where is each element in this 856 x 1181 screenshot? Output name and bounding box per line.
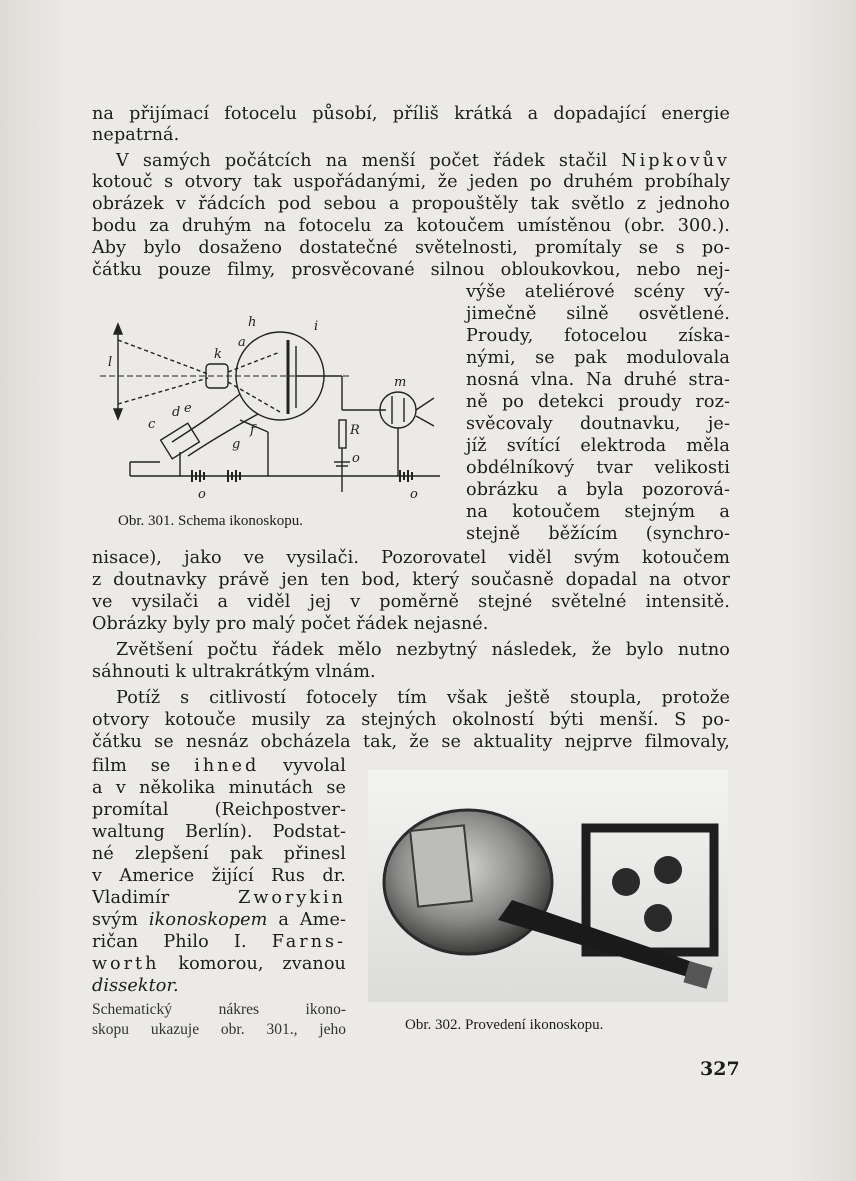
arrow-head [114,409,122,419]
text-line: ričan Philo I. Farns- [92,932,346,952]
iconoscope-schematic [100,312,455,508]
text-line: z doutnavky právě jen ten bod, který současně dopadal na otvor [92,570,730,590]
text-line: film se ihned vyvolal [92,756,346,776]
label-c: c [148,417,156,432]
text-line: ně po detekci proudy roz- [466,392,730,412]
text-line: čátku pouze filmy, prosvěcované silnou obloukovkou, nebo nej- [92,260,730,280]
text-line: svým ikonoskopem a Ame- [92,910,346,930]
text-line: Vladimír Zworykin [92,888,346,908]
text-line: Obrázky byly pro malý počet řádek nejasné. [92,614,489,634]
text-line: promítal (Reichpostver- [92,800,346,820]
label-h: h [248,315,257,330]
text-line: Schematický nákres ikono- [92,1001,346,1018]
figure-caption: Obr. 301. Schema ikonoskopu. [118,513,303,529]
text-line: skopu ukazuje obr. 301., jeho [92,1021,346,1038]
text-line: ve vysilači a viděl jej v poměrně stejné světelné intensitě. [92,592,730,612]
label-g: g [232,437,241,452]
yoke-coil [612,868,640,896]
text-line: obrázku a byla pozorová- [466,480,730,500]
text-line: stejně běžícím (synchro- [466,524,730,544]
text-line: otvory kotouče musily za stejných okolností býti menší. S po- [92,710,730,730]
text-line: nosná vlna. Na druhé stra- [466,370,730,390]
text-line: na kotoučem stejným a [466,502,730,522]
label-m: m [394,375,407,390]
label-f: f [250,423,255,438]
label-i: i [314,319,319,334]
text-line: kotouč s otvory tak uspořádanými, že jeden po druhém probíhaly [92,172,730,192]
tube-neck [172,394,240,442]
output-wire [416,398,434,410]
text-line: Proudy, fotocelou získa- [466,326,730,346]
label-l: l [108,355,113,370]
label-o: o [198,487,206,502]
yoke-coil [644,904,672,932]
light-ray [228,352,280,372]
label-o: o [410,487,418,502]
iconoscope-photo [368,770,728,1002]
page-number: 327 [700,1058,740,1080]
text-line: svěcovaly doutnavku, je- [466,414,730,434]
text-line: dissektor. [92,976,179,996]
small-print-paragraph [92,1000,346,1040]
text-line: jimečně silně osvětlené. [466,304,730,324]
text-line: na přijímací fotocelu působí, příliš krátká a dopadající energie [92,104,730,124]
text-line: bodu za druhým na fotocelu za kotoučem umístěnou (obr. 300.). [92,216,730,236]
text-line: jíž svítící elektroda měla [466,436,730,456]
label-o: o [352,451,360,466]
yoke-coil [654,856,682,884]
mosaic-plate [410,825,472,906]
arrow-head [114,324,122,334]
text-line: Potíž s citlivostí fotocely tím však ještě stoupla, protože [116,688,730,708]
text-line: nými, se pak modulovala [466,348,730,368]
text-line: obrázek v řádcích pod sebou a propouštěly tak světlo z jednoho [92,194,730,214]
text-line: Zvětšení počtu řádek mělo nezbytný následek, že bylo nutno [116,640,730,660]
text-line: a v několika minutách se [92,778,346,798]
text-line: sáhnouti k ultrakrátkým vlnám. [92,662,376,682]
text-line: waltung Berlín). Podstat- [92,822,346,842]
text-line: v Americe žijící Rus dr. [92,866,346,886]
light-ray [118,340,208,374]
resistor-r [339,420,346,448]
label-a: a [238,335,246,350]
tube-neck [188,414,258,456]
text-line: Aby bylo dosaženo dostatečné světelnosti, promítaly se s po- [92,238,730,258]
text-line: né zlepšení pak přinesl [92,844,346,864]
label-k: k [214,347,222,362]
text-line: V samých počátcích na menší počet řádek stačil Nipkovův [116,151,730,171]
light-ray [118,378,208,404]
text-line: nisace), jako ve vysilači. Pozorovatel viděl svým kotoučem [92,548,730,568]
text-line: worth komorou, zvanou [92,954,346,974]
label-R: R [350,423,360,438]
figure-caption: Obr. 302. Provedení ikonoskopu. [405,1017,604,1033]
text-line: nepatrná. [92,125,180,145]
text-line: obdélníkový tvar velikosti [466,458,730,478]
output-wire [416,416,434,426]
label-d: d [172,405,181,420]
label-e: e [184,401,192,416]
text-line: čátku se nesnáz obcházela tak, že se aktuality nejprve filmovaly, [92,732,730,752]
text-line: výše ateliérové scény vý- [466,282,730,302]
